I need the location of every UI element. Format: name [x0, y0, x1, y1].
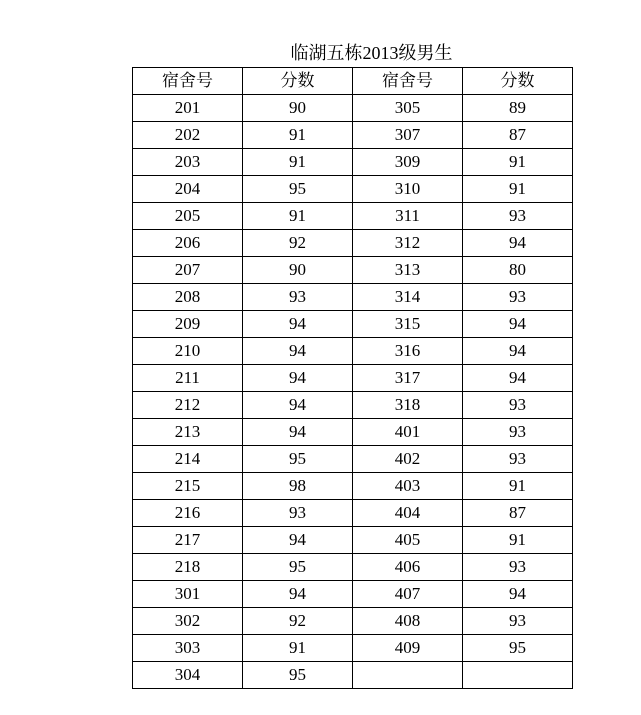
dorm-number-cell: 309: [353, 149, 463, 176]
score-cell: 87: [463, 500, 573, 527]
table-row: [133, 527, 573, 554]
score-cell: 94: [243, 365, 353, 392]
dorm-number-cell: 205: [133, 203, 243, 230]
dorm-number-cell: 409: [353, 635, 463, 662]
header-row: [133, 68, 573, 95]
score-cell: 91: [243, 635, 353, 662]
dorm-number-cell: 202: [133, 122, 243, 149]
dorm-number-cell: 207: [133, 257, 243, 284]
table-row: [133, 338, 573, 365]
table-row: [133, 203, 573, 230]
header-dorm-number-1: 宿舍号: [133, 68, 243, 95]
table-row: [133, 311, 573, 338]
header-score-1: 分数: [243, 68, 353, 95]
score-cell: 93: [463, 554, 573, 581]
dorm-number-cell: 305: [353, 95, 463, 122]
score-cell: 93: [463, 392, 573, 419]
table-row: [133, 365, 573, 392]
score-cell: [463, 662, 573, 689]
dorm-number-cell: 218: [133, 554, 243, 581]
score-cell: 91: [243, 203, 353, 230]
dorm-number-cell: 208: [133, 284, 243, 311]
dorm-number-cell: 212: [133, 392, 243, 419]
score-cell: 93: [463, 608, 573, 635]
dorm-number-cell: 204: [133, 176, 243, 203]
score-cell: 94: [243, 392, 353, 419]
table-row: [133, 500, 573, 527]
dorm-number-cell: 314: [353, 284, 463, 311]
header-score-2: 分数: [463, 68, 573, 95]
dorm-number-cell: 402: [353, 446, 463, 473]
dorm-score-table: [132, 67, 573, 689]
table-row: [133, 662, 573, 689]
dorm-number-cell: 301: [133, 581, 243, 608]
score-cell: 93: [463, 419, 573, 446]
score-cell: 92: [243, 608, 353, 635]
score-cell: 98: [243, 473, 353, 500]
table-row: [133, 230, 573, 257]
score-cell: 92: [243, 230, 353, 257]
score-cell: 95: [243, 176, 353, 203]
dorm-number-cell: 403: [353, 473, 463, 500]
score-cell: 94: [463, 581, 573, 608]
score-cell: 95: [243, 554, 353, 581]
table-row: [133, 392, 573, 419]
score-cell: 94: [463, 338, 573, 365]
table-row: [133, 473, 573, 500]
dorm-number-cell: 311: [353, 203, 463, 230]
dorm-number-cell: 201: [133, 95, 243, 122]
dorm-number-cell: 216: [133, 500, 243, 527]
dorm-number-cell: 406: [353, 554, 463, 581]
dorm-number-cell: 313: [353, 257, 463, 284]
dorm-number-cell: 206: [133, 230, 243, 257]
dorm-number-cell: 310: [353, 176, 463, 203]
score-cell: 94: [463, 311, 573, 338]
score-cell: 93: [463, 446, 573, 473]
dorm-number-cell: 215: [133, 473, 243, 500]
score-cell: 87: [463, 122, 573, 149]
dorm-number-cell: 303: [133, 635, 243, 662]
score-cell: 91: [463, 473, 573, 500]
score-cell: 94: [243, 311, 353, 338]
score-cell: 95: [243, 446, 353, 473]
table-row: [133, 581, 573, 608]
dorm-number-cell: [353, 662, 463, 689]
dorm-number-cell: 317: [353, 365, 463, 392]
score-cell: 91: [463, 176, 573, 203]
table-row: [133, 419, 573, 446]
table-row: [133, 149, 573, 176]
dorm-number-cell: 307: [353, 122, 463, 149]
score-cell: 91: [463, 149, 573, 176]
table-row: [133, 176, 573, 203]
score-cell: 93: [243, 284, 353, 311]
dorm-number-cell: 404: [353, 500, 463, 527]
score-cell: 93: [463, 203, 573, 230]
dorm-number-cell: 304: [133, 662, 243, 689]
score-cell: 89: [463, 95, 573, 122]
dorm-number-cell: 312: [353, 230, 463, 257]
header-dorm-number-2: 宿舍号: [353, 68, 463, 95]
score-cell: 94: [243, 419, 353, 446]
dorm-number-cell: 209: [133, 311, 243, 338]
score-cell: 90: [243, 257, 353, 284]
score-cell: 91: [243, 149, 353, 176]
dorm-number-cell: 302: [133, 608, 243, 635]
score-cell: 94: [243, 527, 353, 554]
dorm-number-cell: 217: [133, 527, 243, 554]
score-cell: 91: [463, 527, 573, 554]
dorm-number-cell: 318: [353, 392, 463, 419]
dorm-number-cell: 210: [133, 338, 243, 365]
dorm-number-cell: 214: [133, 446, 243, 473]
score-cell: 91: [243, 122, 353, 149]
table-row: [133, 257, 573, 284]
score-cell: 94: [463, 365, 573, 392]
score-cell: 93: [463, 284, 573, 311]
table-title: 临湖五栋2013级男生: [290, 43, 453, 63]
score-cell: 90: [243, 95, 353, 122]
table-row: [133, 608, 573, 635]
table-row: [133, 635, 573, 662]
table-row: [133, 95, 573, 122]
dorm-number-cell: 213: [133, 419, 243, 446]
table-row: [133, 554, 573, 581]
score-cell: 95: [243, 662, 353, 689]
score-cell: 80: [463, 257, 573, 284]
table-row: [133, 446, 573, 473]
table-row: [133, 284, 573, 311]
dorm-number-cell: 401: [353, 419, 463, 446]
score-cell: 94: [463, 230, 573, 257]
dorm-number-cell: 408: [353, 608, 463, 635]
score-cell: 95: [463, 635, 573, 662]
score-cell: 94: [243, 338, 353, 365]
dorm-number-cell: 211: [133, 365, 243, 392]
dorm-number-cell: 405: [353, 527, 463, 554]
dorm-number-cell: 315: [353, 311, 463, 338]
dorm-number-cell: 316: [353, 338, 463, 365]
score-cell: 94: [243, 581, 353, 608]
dorm-number-cell: 407: [353, 581, 463, 608]
table-row: [133, 122, 573, 149]
dorm-number-cell: 203: [133, 149, 243, 176]
score-cell: 93: [243, 500, 353, 527]
